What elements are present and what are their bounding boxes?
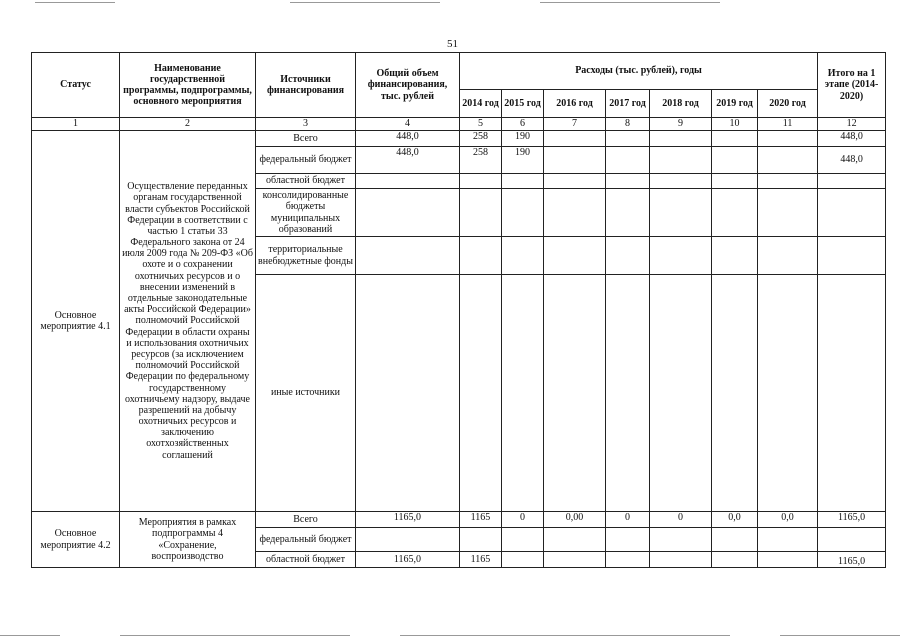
year-cell xyxy=(606,552,650,568)
header-expenses: Расходы (тыс. рублей), годы xyxy=(460,53,818,90)
source-cell: федеральный бюджет xyxy=(256,147,356,174)
stage-total-cell: 1165,0 xyxy=(818,552,886,568)
year-cell xyxy=(460,237,502,275)
total-cell: 448,0 xyxy=(356,131,460,147)
year-cell: 0,0 xyxy=(712,512,758,528)
page-bottom-rule xyxy=(120,635,350,636)
year-cell xyxy=(650,237,712,275)
year-cell: 190 xyxy=(502,131,544,147)
stage-total-cell xyxy=(818,275,886,512)
total-cell xyxy=(356,174,460,189)
column-number: 10 xyxy=(712,118,758,131)
year-cell xyxy=(460,174,502,189)
year-cell: 0,0 xyxy=(758,512,818,528)
header-total: Общий объем финансирования, тыс. рублей xyxy=(356,53,460,118)
year-cell xyxy=(606,275,650,512)
year-cell xyxy=(460,189,502,237)
page-top-rule xyxy=(290,2,440,3)
year-cell xyxy=(544,131,606,147)
year-cell xyxy=(606,147,650,174)
year-cell xyxy=(544,275,606,512)
year-cell xyxy=(650,189,712,237)
year-cell xyxy=(544,552,606,568)
year-cell xyxy=(758,131,818,147)
header-year: 2015 год xyxy=(502,90,544,118)
year-cell: 0 xyxy=(650,512,712,528)
year-cell xyxy=(606,174,650,189)
stage-total-cell: 448,0 xyxy=(818,147,886,174)
year-cell xyxy=(650,147,712,174)
source-cell: областной бюджет xyxy=(256,174,356,189)
stage-total-cell xyxy=(818,174,886,189)
total-cell xyxy=(356,528,460,552)
year-cell: 0,00 xyxy=(544,512,606,528)
year-cell xyxy=(544,147,606,174)
page-bottom-rule xyxy=(780,635,900,636)
year-cell xyxy=(712,237,758,275)
page-number: 51 xyxy=(447,38,458,50)
total-cell xyxy=(356,189,460,237)
header-name: Наименование государственной программы, подпрограммы, основного мероприятия xyxy=(120,53,256,118)
year-cell xyxy=(758,237,818,275)
total-cell xyxy=(356,237,460,275)
column-number: 8 xyxy=(606,118,650,131)
column-number: 6 xyxy=(502,118,544,131)
year-cell: 258 xyxy=(460,147,502,174)
year-cell xyxy=(712,552,758,568)
year-cell xyxy=(606,528,650,552)
source-cell: Всего xyxy=(256,512,356,528)
column-number: 2 xyxy=(120,118,256,131)
page-top-rule xyxy=(540,2,720,3)
stage-total-cell xyxy=(818,189,886,237)
column-numbers-row xyxy=(32,118,886,131)
year-cell xyxy=(758,174,818,189)
header-sources: Источники финансирования xyxy=(256,53,356,118)
year-cell: 0 xyxy=(502,512,544,528)
year-cell xyxy=(712,131,758,147)
table-row xyxy=(32,512,886,528)
year-cell xyxy=(606,237,650,275)
activity-name-cell: Мероприятия в рамках подпрограммы 4 «Сохранение, воспроизводство xyxy=(120,512,256,568)
header-year: 2017 год xyxy=(606,90,650,118)
year-cell xyxy=(758,147,818,174)
year-cell xyxy=(544,189,606,237)
header-year: 2014 год xyxy=(460,90,502,118)
year-cell xyxy=(650,552,712,568)
header-year: 2019 год xyxy=(712,90,758,118)
header-year: 2016 год xyxy=(544,90,606,118)
year-cell xyxy=(460,528,502,552)
year-cell: 1165 xyxy=(460,512,502,528)
year-cell xyxy=(606,131,650,147)
year-cell xyxy=(502,552,544,568)
column-number: 11 xyxy=(758,118,818,131)
column-number: 7 xyxy=(544,118,606,131)
header-stage-total: Итого на 1 этапе (2014-2020) xyxy=(818,53,886,118)
year-cell xyxy=(544,528,606,552)
year-cell xyxy=(544,237,606,275)
year-cell xyxy=(758,189,818,237)
year-cell: 0 xyxy=(606,512,650,528)
page-bottom-rule xyxy=(400,635,730,636)
year-cell xyxy=(650,275,712,512)
header-year: 2020 год xyxy=(758,90,818,118)
year-cell xyxy=(650,528,712,552)
year-cell xyxy=(712,189,758,237)
year-cell xyxy=(502,174,544,189)
page-bottom-rule xyxy=(0,635,60,636)
stage-total-cell xyxy=(818,528,886,552)
column-number: 4 xyxy=(356,118,460,131)
column-number: 3 xyxy=(256,118,356,131)
source-cell: иные источники xyxy=(256,275,356,512)
stage-total-cell: 1165,0 xyxy=(818,512,886,528)
source-cell: федеральный бюджет xyxy=(256,528,356,552)
total-cell: 1165,0 xyxy=(356,552,460,568)
year-cell xyxy=(650,131,712,147)
year-cell xyxy=(712,275,758,512)
year-cell xyxy=(544,174,606,189)
source-cell: консолидированные бюджеты муниципальных образований xyxy=(256,189,356,237)
activity-name-cell: Осуществление переданных органам государственной власти субъектов Российской Федерации в соответствии с частью 1 статьи 33 Федерального закона от 24 июля 2009 года № 209-ФЗ «Об охоте и о сохранении охотничьих ресурсов и о внесении изменений в отдельные законодательные акты Российской Федерации» полномочий Российской Федерации в области охраны и использования охотничьих ресурсов (за исключением полномочий Российской Федерации по федеральному государственному охотничьему надзору, выдаче разрешений на добычу охотничьих ресурсов и заключению охотхозяйственных соглашений xyxy=(120,131,256,512)
year-cell xyxy=(758,552,818,568)
year-cell xyxy=(502,528,544,552)
year-cell xyxy=(758,275,818,512)
financing-table xyxy=(31,52,886,568)
year-cell xyxy=(502,237,544,275)
year-cell xyxy=(502,275,544,512)
year-cell xyxy=(758,528,818,552)
year-cell: 190 xyxy=(502,147,544,174)
year-cell xyxy=(502,189,544,237)
header-year: 2018 год xyxy=(650,90,712,118)
page-top-rule xyxy=(35,2,115,3)
year-cell xyxy=(712,528,758,552)
column-number: 5 xyxy=(460,118,502,131)
stage-total-cell xyxy=(818,237,886,275)
header-status: Статус xyxy=(32,53,120,118)
year-cell: 1165 xyxy=(460,552,502,568)
column-number: 9 xyxy=(650,118,712,131)
status-cell: Основное мероприятие 4.1 xyxy=(32,131,120,512)
year-cell xyxy=(712,174,758,189)
source-cell: Всего xyxy=(256,131,356,147)
year-cell xyxy=(650,174,712,189)
year-cell xyxy=(606,189,650,237)
table-row xyxy=(32,131,886,147)
year-cell xyxy=(460,275,502,512)
year-cell xyxy=(712,147,758,174)
total-cell: 448,0 xyxy=(356,147,460,174)
stage-total-cell: 448,0 xyxy=(818,131,886,147)
source-cell: областной бюджет xyxy=(256,552,356,568)
header-row xyxy=(32,53,886,90)
total-cell: 1165,0 xyxy=(356,512,460,528)
source-cell: территориальные внебюджетные фонды xyxy=(256,237,356,275)
status-cell: Основное мероприятие 4.2 xyxy=(32,512,120,568)
year-cell: 258 xyxy=(460,131,502,147)
total-cell xyxy=(356,275,460,512)
column-number: 1 xyxy=(32,118,120,131)
column-number: 12 xyxy=(818,118,886,131)
